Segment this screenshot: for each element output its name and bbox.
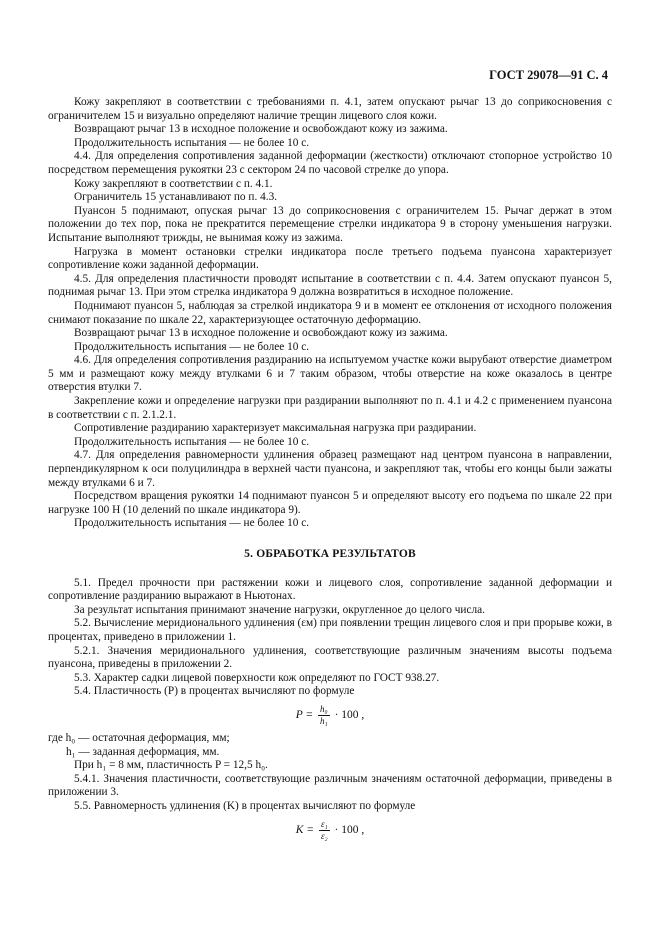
paragraph: 5.2.1. Значения меридионального удлинения, соответствующие различным значениям высоты подъема пуансона, приведены в приложении 2. [48, 644, 612, 671]
paragraph: При h₁ = 8 мм, пластичность P = 12,5 h₀. [74, 759, 268, 772]
paragraph: Ограничитель 15 устанавливают по п. 4.3. [74, 191, 278, 204]
paragraph: Продолжительность испытания — не более 10 с. [74, 340, 310, 353]
paragraph: 5.5. Равномерность удлинения (K) в процентах вычисляют по формуле [74, 799, 416, 812]
formula-fraction [318, 705, 330, 726]
paragraph: Поднимают пуансон 5, наблюдая за стрелкой индикатора 9 и в момент ее отклонения от исходного положения снимают показание по шкале 22, характеризующее остаточную деформацию. [48, 299, 612, 326]
page-header: ГОСТ 29078—91 С. 4 [489, 68, 608, 82]
paragraph: 5.4. Пластичность (P) в процентах вычисляют по формуле [74, 685, 355, 698]
paragraph: Продолжительность испытания — не более 10 с. [74, 517, 310, 530]
section-title: 5. ОБРАБОТКА РЕЗУЛЬТАТОВ [244, 548, 416, 560]
formula-plasticity [48, 705, 612, 726]
formula-numerator: ε₁ [320, 818, 328, 829]
document-body [48, 96, 612, 847]
paragraph: Продолжительность испытания — не более 10 с. [74, 136, 310, 149]
paragraph: 4.4. Для определения сопротивления заданной деформации (жесткости) отключают стопорное устройство 10 посредством перемещения рукоятки 23 с сектором 24 по часовой стрелке до упора. [48, 150, 612, 176]
where-line: h₁ — заданная деформация, мм. [66, 745, 220, 758]
paragraph: 5.4.1. Значения пластичности, соответствующие различным значениям остаточной деформации, приведены в приложении 3. [48, 772, 612, 799]
paragraph: Сопротивление раздиранию характеризует максимальная нагрузка при раздирании. [74, 422, 477, 435]
paragraph: 5.1. Предел прочности при растяжении кожи и лицевого слоя, сопротивление заданной деформации и сопротивление раздиранию выражают в Ньютонах. [48, 576, 612, 603]
paragraph: Нагрузка в момент остановки стрелки индикатора после третьего подъема пуансона характеризует сопротивление кожи заданной деформации. [48, 245, 612, 272]
formula-denominator: ε₂ [320, 830, 328, 841]
formula-numerator: h₀ [320, 703, 328, 714]
formula-lhs: P = [295, 709, 314, 722]
paragraph: 5.3. Характер садки лицевой поверхности кож определяют по ГОСТ 938.27. [74, 671, 440, 684]
paragraph: Кожу закрепляют в соответствии с требованиями п. 4.1, затем опускают рычаг 13 до соприкосновения с ограничителем 15 и визуально определяют наличие трещин лицевого слоя кожи. [48, 96, 612, 122]
formula-lhs: K = [295, 823, 315, 836]
formula-uniformity [48, 820, 612, 841]
paragraph: Пуансон 5 поднимают, опуская рычаг 13 до соприкосновения с ограничителем 15. Рычаг держат в этом положении до тех пор, пока не прекратится перемещение стрелки индикатора 9 в сторону уменьшения нагрузки. Испытание выполняют трижды, не вынимая кожу из зажима. [48, 204, 612, 244]
paragraph: 4.7. Для определения равномерности удлинения образец размещают над центром пуансона в направлении, перпендикулярном к оси полуцилиндра в верхней части пуансона, и закрепляют так, чтобы его концы были зажаты между втулками 6 и 7. [48, 449, 612, 489]
paragraph: Продолжительность испытания — не более 10 с. [74, 435, 310, 448]
paragraph: Возвращают рычаг 13 в исходное положение и освобождают кожу из зажима. [74, 327, 448, 340]
paragraph: 4.6. Для определения сопротивления раздиранию на испытуемом участке кожи вырубают отверстие диаметром 5 мм и размещают кожу между втулками 6 и 7 таким образом, чтобы отверстие на коже оказалось в центре отверстия втулки 7. [48, 354, 612, 394]
paragraph: Посредством вращения рукоятки 14 поднимают пуансон 5 и определяют высоту его подъема по шкале 22 при нагрузке 100 Н (10 делений по шкале индикатора 9). [48, 490, 612, 516]
paragraph: Кожу закрепляют в соответствии с п. 4.1. [74, 177, 273, 190]
formula-tail: · 100 , [334, 709, 365, 722]
paragraph: Закрепление кожи и определение нагрузки при раздирании выполняют по п. 4.1 и 4.2 с применением пуансона в соответствии с п. 2.1.2.1. [48, 395, 612, 421]
paragraph: Возвращают рычаг 13 в исходное положение и освобождают кожу из зажима. [74, 123, 448, 136]
formula-fraction [319, 820, 330, 841]
paragraph: За результат испытания принимают значение нагрузки, округленное до целого числа. [74, 603, 485, 616]
formula-denominator: h₁ [320, 715, 328, 726]
where-line: где h₀ — остаточная деформация, мм; [48, 731, 230, 744]
paragraph: 5.2. Вычисление меридионального удлинения (εм) при появлении трещин лицевого слоя и при прорыве кожи, в процентах, приведено в приложении 1. [48, 617, 612, 643]
paragraph: 4.5. Для определения пластичности проводят испытание в соответствии с п. 4.4. Затем опускают пуансон 5, поднимая рычаг 13. При этом стрелка индикатора 9 должна возвратиться в исходное положение. [48, 272, 612, 299]
formula-tail: · 100 , [334, 823, 365, 836]
